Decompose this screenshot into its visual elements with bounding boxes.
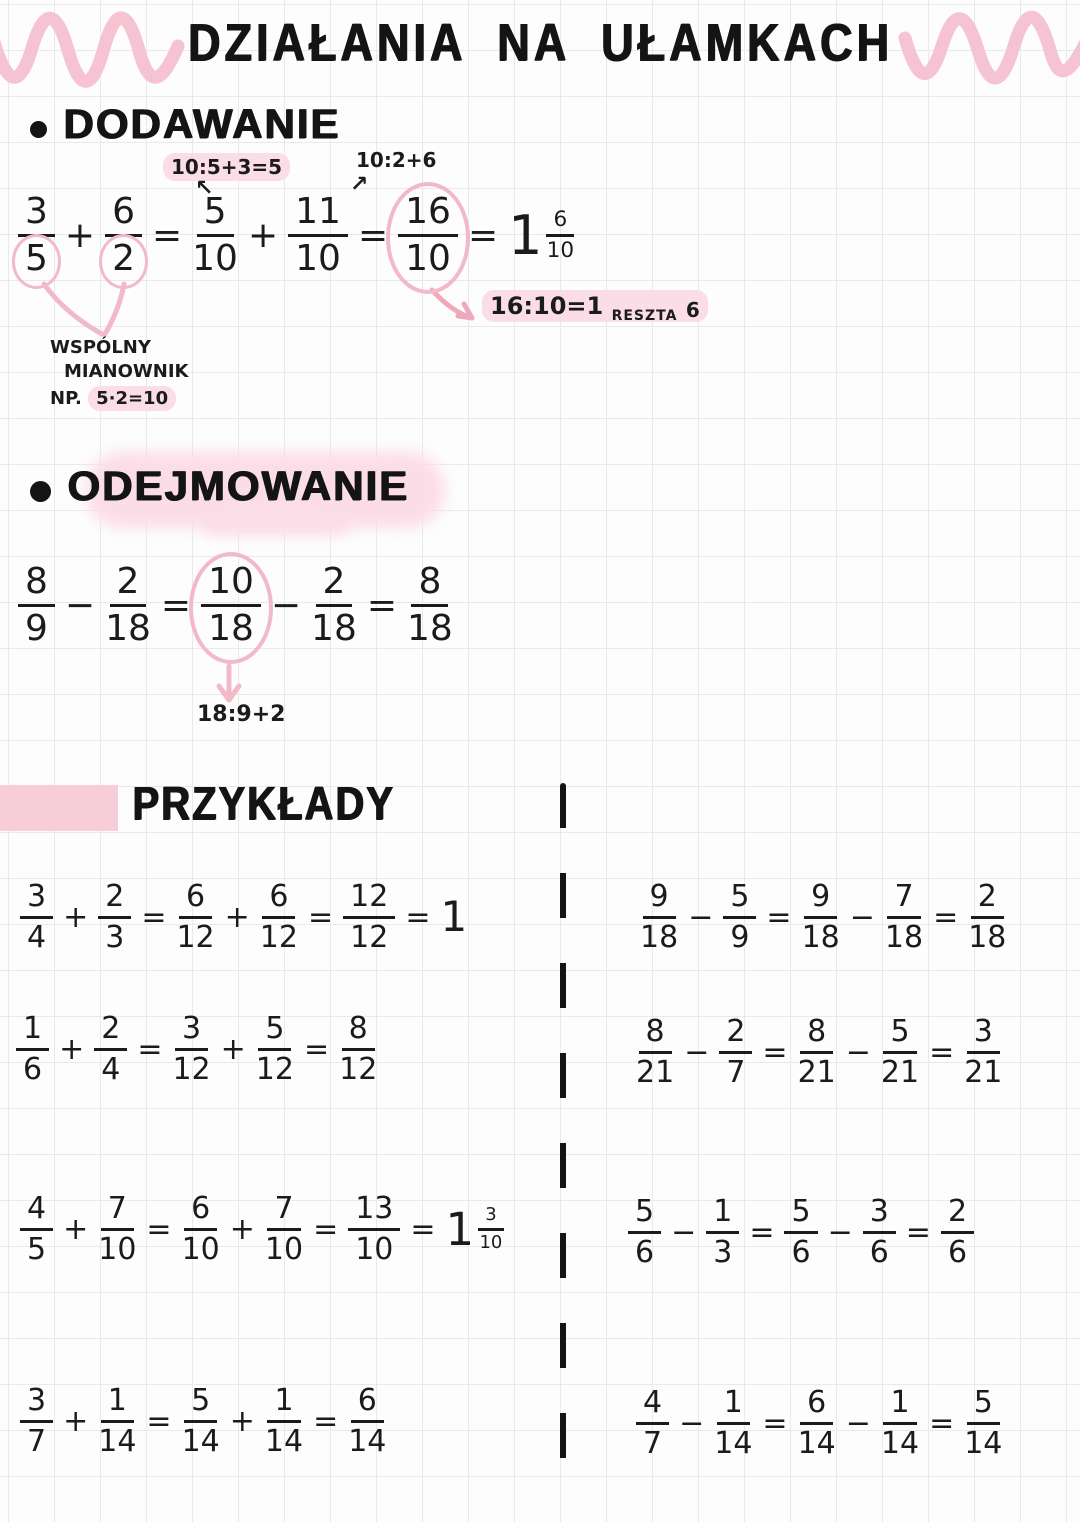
fraction <box>968 880 1006 954</box>
fraction <box>192 192 238 280</box>
fraction <box>784 1195 817 1269</box>
arrow-up-right-icon: ↗ <box>350 172 369 197</box>
fraction <box>348 1192 400 1266</box>
denominator: 10 <box>98 1231 137 1267</box>
denominator: 5 <box>25 238 48 280</box>
equation-subtraction <box>18 562 453 650</box>
numerator: 2 <box>971 880 1004 919</box>
fraction <box>256 1012 294 1086</box>
operator: = <box>467 215 499 257</box>
denominator: 18 <box>407 608 453 650</box>
numerator: 2 <box>98 880 131 919</box>
fraction <box>706 1195 739 1269</box>
operator: + <box>229 1211 255 1247</box>
fraction <box>16 1012 49 1086</box>
operator: + <box>247 215 279 257</box>
denominator: 21 <box>964 1054 1003 1090</box>
fraction <box>98 1192 136 1266</box>
denominator: 10 <box>264 1231 304 1267</box>
fraction <box>339 1012 377 1086</box>
operator: = <box>762 1034 788 1070</box>
numerator: 2 <box>316 562 353 607</box>
operator: = <box>141 899 167 935</box>
operator: = <box>410 1211 436 1247</box>
operator: = <box>313 1403 339 1439</box>
remainder-label: RESZTA <box>611 308 678 324</box>
subtraction-arrow-down-icon <box>219 666 239 700</box>
fraction <box>941 1195 974 1269</box>
numerator: 6 <box>546 208 574 237</box>
denominator: 10 <box>546 238 575 264</box>
numerator: 6 <box>105 192 142 237</box>
denominator: 21 <box>797 1054 836 1090</box>
fraction <box>98 880 131 954</box>
fraction <box>407 562 453 650</box>
numerator: 11 <box>288 192 348 237</box>
numerator: 3 <box>20 880 53 919</box>
numerator: 3 <box>20 1384 53 1423</box>
denominator: 12 <box>339 1051 378 1087</box>
bullet-icon <box>30 481 51 502</box>
numerator: 1 <box>16 1012 49 1051</box>
fraction <box>863 1195 896 1269</box>
common-denominator-line2: MIANOWNIK <box>64 361 189 383</box>
operator: − <box>64 585 96 627</box>
fraction <box>98 1384 136 1458</box>
fraction <box>172 1012 210 1086</box>
operator: = <box>137 1031 163 1067</box>
operator: = <box>146 1403 172 1439</box>
operator: − <box>827 1214 853 1250</box>
denominator: 18 <box>884 919 924 955</box>
fraction <box>20 1384 53 1458</box>
fraction <box>182 1384 220 1458</box>
operator: + <box>224 899 250 935</box>
denominator: 9 <box>25 608 48 650</box>
operator: − <box>688 899 714 935</box>
numerator: 6 <box>351 1384 384 1423</box>
numerator: 5 <box>967 1386 1000 1425</box>
common-denominator-prefix: NP. <box>50 387 82 409</box>
whole-number: 1 <box>445 1202 475 1256</box>
denominator: 10 <box>479 1231 503 1253</box>
operator: = <box>929 1405 955 1441</box>
numerator: 3 <box>175 1012 208 1051</box>
denominator: 6 <box>23 1051 43 1087</box>
denominator: 4 <box>27 919 47 955</box>
numerator: 2 <box>94 1012 127 1051</box>
column-divider <box>560 783 566 1465</box>
fraction <box>18 562 55 650</box>
numerator: 5 <box>628 1195 661 1234</box>
operator: = <box>160 585 192 627</box>
fraction <box>636 1015 674 1089</box>
denominator: 12 <box>350 919 389 955</box>
fraction <box>714 1386 752 1460</box>
numerator: 8 <box>342 1012 375 1051</box>
numerator: 9 <box>643 880 676 919</box>
operator: = <box>749 1214 775 1250</box>
denominator: 3 <box>713 1234 733 1270</box>
denominator: 14 <box>264 1423 304 1459</box>
fraction <box>343 880 395 954</box>
operator: = <box>357 215 389 257</box>
common-denominator-expression: 5·2=10 <box>88 386 176 411</box>
fraction <box>311 562 357 650</box>
operator: = <box>303 1031 330 1067</box>
section-heading-addition: DODAWANIE <box>63 100 341 147</box>
example-equation-left-1 <box>20 880 467 954</box>
fraction <box>348 1384 386 1458</box>
numerator: 7 <box>101 1192 134 1231</box>
denominator: 10 <box>405 238 451 280</box>
operator: − <box>684 1034 710 1070</box>
example-equation-right-2 <box>636 1015 1002 1089</box>
numerator: 3 <box>967 1015 1000 1054</box>
denominator: 18 <box>968 919 1007 955</box>
denominator: 7 <box>726 1054 746 1090</box>
operator: = <box>146 1211 172 1247</box>
numerator: 1 <box>717 1386 750 1425</box>
denominator: 6 <box>869 1234 889 1270</box>
operator: + <box>59 1031 85 1067</box>
fraction <box>94 1012 127 1086</box>
fraction <box>20 1192 53 1266</box>
fraction <box>636 1386 669 1460</box>
numerator: 3 <box>863 1195 896 1234</box>
denominator: 14 <box>880 1425 920 1461</box>
common-denominator-note <box>50 336 188 411</box>
fraction <box>398 192 458 280</box>
common-denominator-connector-left <box>44 284 102 334</box>
numerator: 1 <box>267 1384 300 1423</box>
denominator: 10 <box>355 1231 394 1267</box>
fraction <box>478 1205 503 1252</box>
fraction <box>628 1195 661 1269</box>
common-denominator-line1: WSPÓLNY <box>50 337 151 358</box>
page-title: DZIAŁANIA NA UŁAMKACH <box>187 12 893 73</box>
denominator: 14 <box>348 1423 387 1459</box>
fraction <box>265 1192 303 1266</box>
numerator: 5 <box>784 1195 817 1234</box>
numerator: 5 <box>184 1384 217 1423</box>
fraction <box>288 192 348 280</box>
numerator: 4 <box>636 1386 669 1425</box>
numerator: 1 <box>883 1386 916 1425</box>
fraction <box>546 208 574 263</box>
pink-block <box>0 785 118 831</box>
numerator: 8 <box>639 1015 672 1054</box>
fraction <box>105 192 142 280</box>
denominator: 10 <box>181 1231 220 1267</box>
denominator: 12 <box>172 1051 211 1087</box>
denominator: 12 <box>255 1051 294 1087</box>
numerator: 12 <box>343 880 395 919</box>
numerator: 5 <box>258 1012 291 1051</box>
numerator: 2 <box>941 1195 974 1234</box>
whole-number: 1 <box>440 892 468 942</box>
operator: = <box>151 215 183 257</box>
remainder-arrow-icon <box>432 290 472 318</box>
operator: = <box>366 585 398 627</box>
fraction <box>802 880 840 954</box>
addition-annotation-2: 10:2+6 <box>356 148 437 172</box>
denominator: 2 <box>112 238 135 280</box>
denominator: 7 <box>27 1423 47 1459</box>
equation-addition <box>18 192 574 280</box>
fraction <box>182 1192 220 1266</box>
remainder-expression: 16:10=1 <box>490 292 604 320</box>
denominator: 4 <box>101 1051 121 1087</box>
example-equation-right-1 <box>640 880 1006 954</box>
whole-number: 1 <box>508 203 543 267</box>
denominator: 18 <box>311 608 357 650</box>
fraction <box>964 1015 1002 1089</box>
fraction <box>20 880 53 954</box>
fraction <box>881 1015 919 1089</box>
numerator: 5 <box>197 192 234 237</box>
example-equation-left-2 <box>16 1012 377 1086</box>
fraction <box>201 562 261 650</box>
denominator: 21 <box>636 1054 675 1090</box>
operator: + <box>229 1403 255 1439</box>
fraction <box>964 1386 1002 1460</box>
denominator: 12 <box>176 919 215 955</box>
numerator: 1 <box>101 1384 134 1423</box>
denominator: 18 <box>801 919 840 955</box>
operator: = <box>929 1034 955 1070</box>
numerator: 6 <box>262 880 295 919</box>
operator: + <box>220 1031 246 1067</box>
example-equation-left-4 <box>20 1384 386 1458</box>
mixed-number <box>445 1202 504 1256</box>
numerator: 2 <box>110 562 147 607</box>
operator: − <box>845 1405 871 1441</box>
numerator: 7 <box>267 1192 300 1231</box>
numerator: 13 <box>348 1192 400 1231</box>
numerator: 4 <box>20 1192 53 1231</box>
operator: + <box>63 1211 89 1247</box>
denominator: 6 <box>947 1234 968 1270</box>
operator: + <box>64 215 96 257</box>
fraction <box>265 1384 303 1458</box>
denominator: 14 <box>714 1425 753 1461</box>
numerator: 6 <box>184 1192 217 1231</box>
fraction <box>798 1386 836 1460</box>
fraction <box>640 880 678 954</box>
remainder-note <box>482 290 708 322</box>
denominator: 14 <box>797 1425 836 1461</box>
mixed-number <box>508 203 575 267</box>
operator: = <box>933 899 959 935</box>
denominator: 18 <box>105 608 151 650</box>
denominator: 9 <box>730 919 750 955</box>
fraction <box>260 880 298 954</box>
numerator: 1 <box>706 1195 739 1234</box>
denominator: 14 <box>98 1423 137 1459</box>
common-denominator-connector-right <box>105 284 124 334</box>
fraction <box>176 880 214 954</box>
numerator: 6 <box>800 1386 833 1425</box>
numerator: 10 <box>201 562 261 607</box>
fraction <box>723 880 756 954</box>
numerator: 8 <box>800 1015 833 1054</box>
numerator: 3 <box>478 1205 503 1230</box>
denominator: 18 <box>640 919 679 955</box>
numerator: 2 <box>719 1015 752 1054</box>
numerator: 3 <box>18 192 55 237</box>
numerator: 16 <box>398 192 458 237</box>
denominator: 6 <box>791 1234 811 1270</box>
denominator: 14 <box>964 1425 1003 1461</box>
numerator: 7 <box>887 880 920 919</box>
denominator: 10 <box>295 238 341 280</box>
denominator: 14 <box>181 1423 220 1459</box>
operator: − <box>845 1034 871 1070</box>
operator: = <box>762 1405 788 1441</box>
fraction <box>885 880 923 954</box>
numerator: 6 <box>179 880 212 919</box>
operator: − <box>671 1214 697 1250</box>
operator: = <box>313 1211 339 1247</box>
operator: = <box>307 899 334 935</box>
operator: − <box>679 1405 705 1441</box>
bullet-icon <box>30 121 47 138</box>
section-heading-subtraction: ODEJMOWANIE <box>67 462 409 509</box>
denominator: 18 <box>208 608 254 650</box>
example-equation-left-3 <box>20 1192 504 1266</box>
fraction <box>105 562 151 650</box>
denominator: 10 <box>192 238 238 280</box>
arrow-up-left-icon: ↖ <box>195 176 214 201</box>
operator: + <box>63 1403 89 1439</box>
operator: − <box>849 899 875 935</box>
numerator: 5 <box>883 1015 916 1054</box>
addition-annotation-1: 10:5+3=5 <box>163 153 290 181</box>
denominator: 21 <box>880 1054 920 1090</box>
numerator: 8 <box>411 562 448 607</box>
operator: = <box>905 1214 931 1250</box>
fraction <box>18 192 55 280</box>
numerator: 8 <box>18 562 55 607</box>
fraction <box>798 1015 836 1089</box>
numerator: 9 <box>804 880 837 919</box>
numerator: 5 <box>723 880 756 919</box>
denominator: 3 <box>105 919 125 955</box>
remainder-value: 6 <box>685 298 700 322</box>
fraction <box>881 1386 919 1460</box>
denominator: 6 <box>635 1234 655 1270</box>
fraction <box>719 1015 752 1089</box>
operator: − <box>270 585 302 627</box>
operator: + <box>63 899 89 935</box>
operator: = <box>766 899 792 935</box>
example-equation-right-3 <box>628 1195 974 1269</box>
example-equation-right-4 <box>636 1386 1002 1460</box>
section-heading-examples: PRZYKŁADY <box>132 778 395 830</box>
denominator: 12 <box>259 919 298 955</box>
denominator: 5 <box>27 1231 47 1267</box>
denominator: 7 <box>643 1425 663 1461</box>
operator: = <box>405 899 431 935</box>
subtraction-note: 18:9+2 <box>197 702 286 727</box>
